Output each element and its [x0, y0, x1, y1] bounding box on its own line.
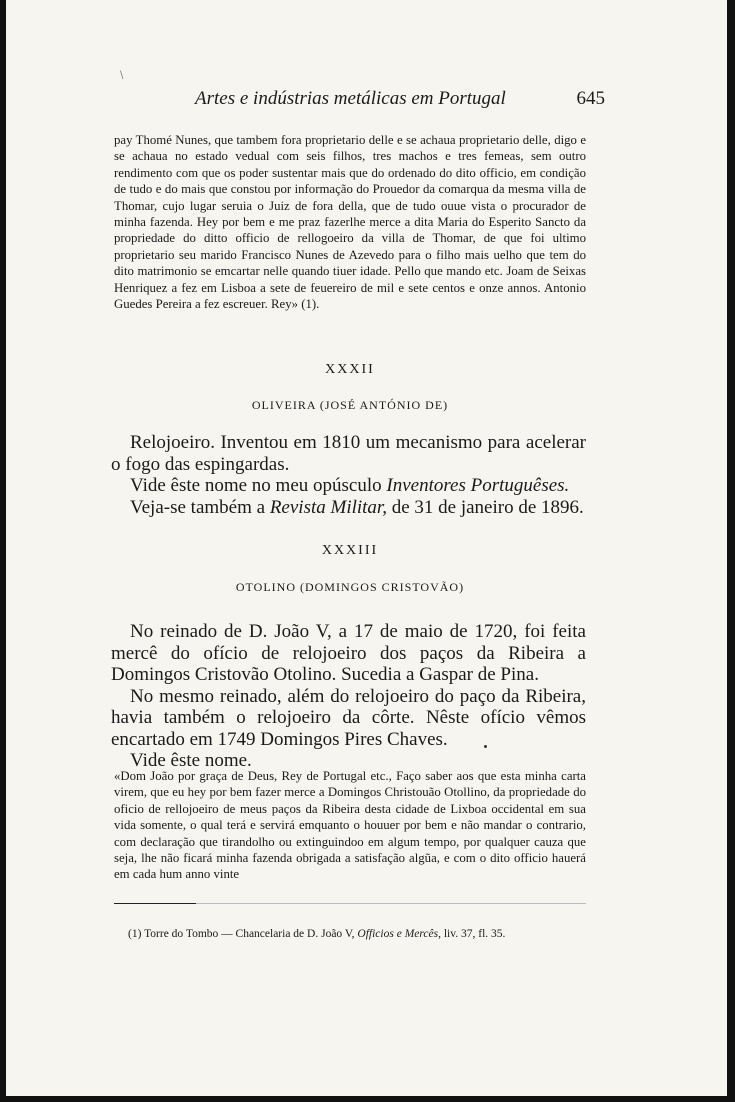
quoted-document-bottom: «Dom João por graça de Deus, Rey de Portugal etc., Faço saber aos que esta minha carta virem, que eu hey por bem fazer merce a Domingos Christouão Otollino, da propriedade do oficio de rellojoeiro de meus paços da Ribeira desta cidade de Lixboa occidental em sua vida somente, o qual terá e servirá emquanto o houuer por bem e não mandar o contrario, com declaração que tirandolho ou extinguindoo em algum tempo, por qualquer cauza que seja, lhe não ficará minha fazenda obrigada a satisfação algũa, e com o dito officio hauerá em cada hum anno vinte [114, 769, 586, 882]
running-header [195, 88, 605, 110]
scan-border-left [0, 0, 6, 1102]
footnote-italic: Officios e Mercês, [357, 928, 441, 940]
scan-border-right [727, 0, 735, 1102]
scan-speck: \ [120, 70, 124, 81]
section-name: OLIVEIRA (JOSÉ ANTÓNIO DE) [251, 398, 449, 412]
quoted-document-top: pay Thomé Nunes, que tambem fora proprietario delle e se achaua proprietario delle, digo e se achaua no estado vedual com seis filhos, tres machos e tres femeas, sem outro rendimento com que os poder sustentar mais que do ordenado do dito officio, em condição de tudo e do mais que constou por informação do Prouedor da comarqua da mesma villa de Thomar, cujo lugar seruia o Juiz de fora della, que de tudo ouue vista o procurador de minha fazenda. Hey por bem e me praz fazerlhe merce a dita Maria do Esperito Sancto da propriedade do ditto officio de rellogoeiro da villa de Thomar, de que foi ultimo proprietario seu marido Francisco Nunes de Azevedo para o filho mais uelho que tem do dito matrimonio se emcartar nelle quando tiuer idade. Pello que mando etc. Joam de Seixas Henriquez a fez em Lisboa a sete de feuereiro de mil e sete centos e onze annos. Antonio Guedes Pereira a fez escreuer. Rey» (1). [114, 133, 586, 312]
section-numeral: XXXII [325, 362, 375, 377]
footnote-rule-faint [196, 903, 586, 904]
ink-dot [484, 745, 487, 748]
work-title: Revista Militar, [269, 496, 387, 518]
paragraph: Vide êste nome. [130, 750, 252, 771]
paragraph: Relojoeiro. Inventou em 1810 um mecanismo para acelerar o fogo das espingardas. [111, 432, 586, 475]
paragraph: Vide êste nome no meu opúsculo Inventores Portuguêses. [130, 475, 570, 496]
paragraph: No reinado de D. João V, a 17 de maio de 1720, foi feita mercê do ofício de relojoeiro dos paços da Ribeira a Domingos Cristovão Otolino. Sucedia a Gaspar de Pina. [111, 621, 586, 685]
work-title: Inventores Portuguêses. [386, 475, 570, 496]
page-number: 645 [576, 88, 605, 109]
section-body [111, 621, 586, 772]
section-numeral: XXXIII [321, 543, 379, 558]
paragraph: Veja-se também a Revista Militar, de 31 de janeiro de 1896. [130, 496, 584, 518]
footnote-rule [114, 903, 196, 904]
running-title: Artes e indústrias metálicas em Portugal [195, 88, 506, 109]
scan-border-bottom [0, 1096, 735, 1102]
paragraph: No mesmo reinado, além do relojoeiro do paço da Ribeira, havia também o relojoeiro da côrte. Nêste ofício vêmos encartado em 1749 Domingos Pires Chaves. [111, 685, 586, 750]
section-name: OTOLINO (DOMINGOS CRISTOVÃO) [235, 580, 465, 594]
footnote: (1) Torre do Tombo — Chancelaria de D. João V, Officios e Mercês, liv. 37, fl. 35. [128, 928, 506, 940]
section-body [111, 432, 586, 518]
